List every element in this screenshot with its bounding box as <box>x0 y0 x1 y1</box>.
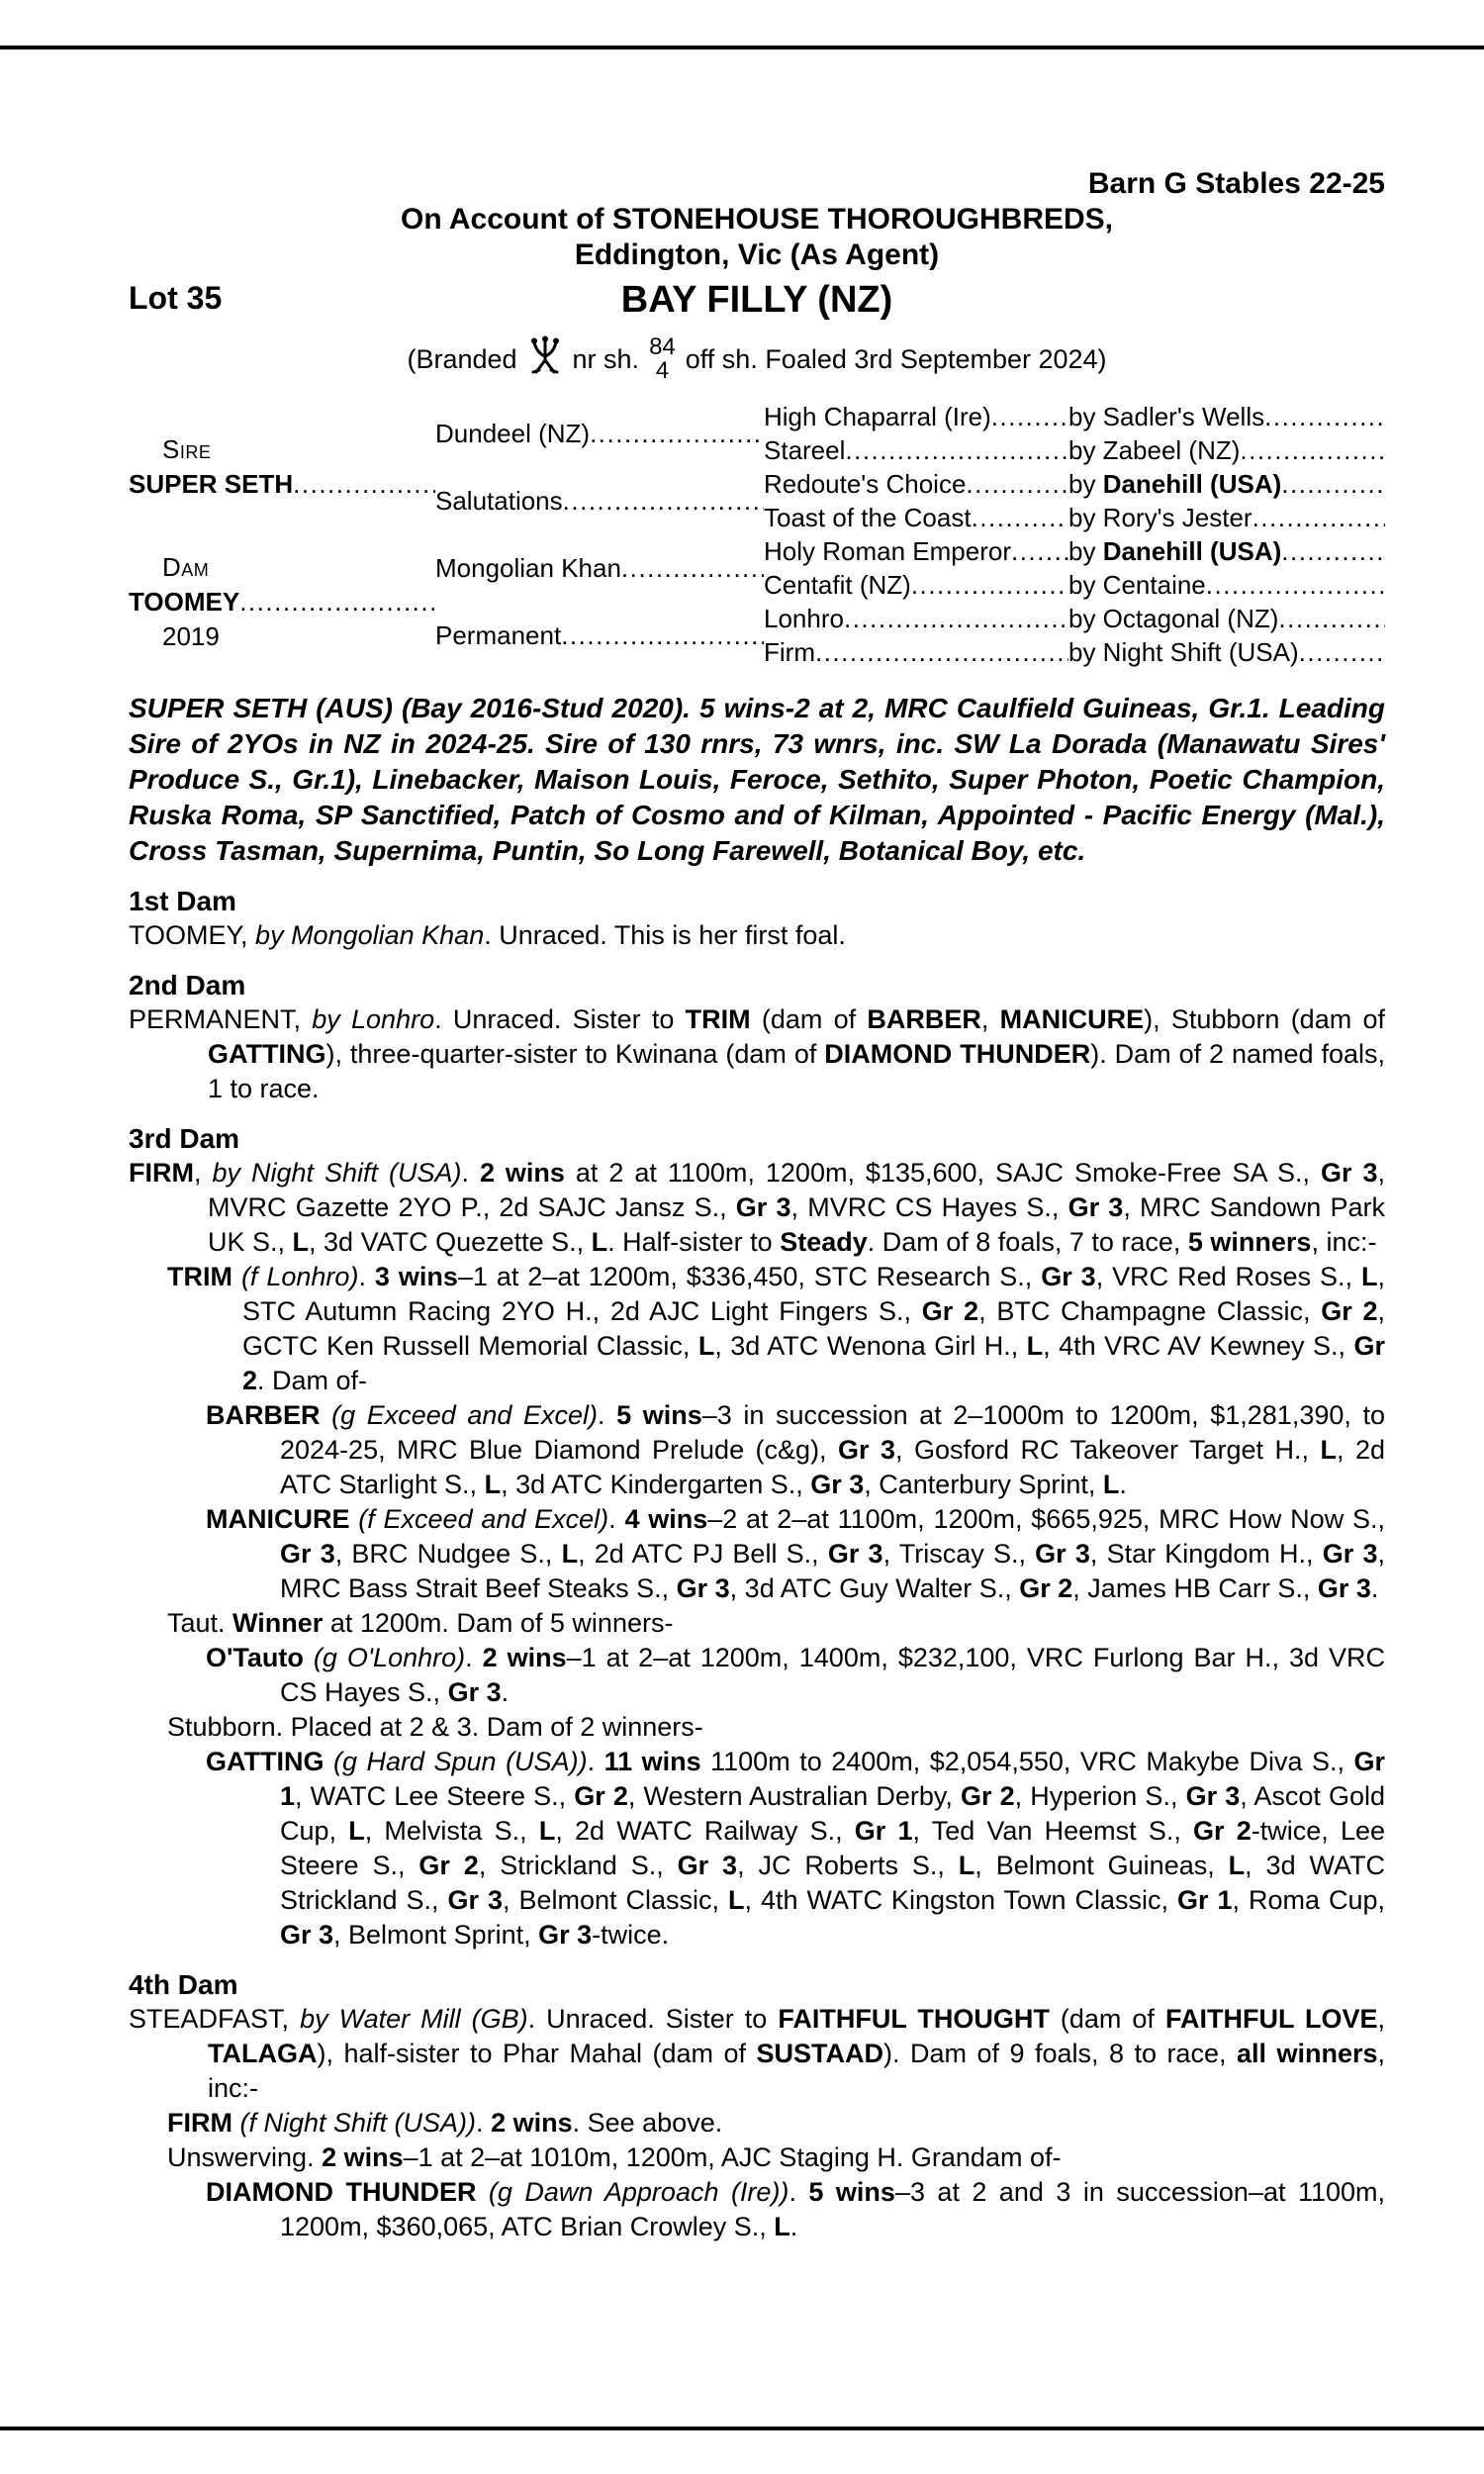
text-run: by <box>1068 468 1103 499</box>
bold-run: L <box>728 1885 745 1915</box>
pedigree-gen3-cell <box>764 602 1068 635</box>
dam-section-heading: 1st Dam <box>129 886 236 916</box>
italic-run: (g Dawn Approach (Ire)) <box>488 2177 789 2207</box>
italic-run: (g Exceed and Excel) <box>331 1400 599 1430</box>
pedigree-entry <box>129 2141 1385 2175</box>
pedigree-entry <box>129 1002 1385 1106</box>
text-run: Taut. <box>167 1608 233 1638</box>
dam-sections <box>129 884 1385 2244</box>
text-run: –2 at 2–at 1100m, 1200m, $665,925, MRC How Now S., <box>707 1504 1385 1534</box>
text-run: , 4th WATC Kingston Town Classic, <box>744 1885 1177 1915</box>
dot-leader <box>239 585 435 619</box>
page-title: BAY FILLY (NZ) <box>620 279 893 321</box>
text-run: –1 at 2–at 1200m, 1400m, $232,100, VRC Furlong Bar H., 3d VRC CS Hayes S., <box>280 1643 1385 1707</box>
bold-run: FIRM <box>167 2108 232 2138</box>
dam-section-heading: 2nd Dam <box>129 970 246 1000</box>
pedigree-gen4-sire <box>1068 400 1264 433</box>
text-run: , Belmont Guineas, <box>974 1851 1229 1880</box>
dot-leader <box>844 602 1068 635</box>
bold-run: FAITHFUL LOVE <box>1164 2004 1378 2034</box>
bold-run: TALAGA <box>208 2039 318 2068</box>
brand-number-top: 84 <box>649 333 676 360</box>
dot-leader <box>815 635 1068 669</box>
pedigree-entry <box>129 1502 1385 1606</box>
pedigree-gen4-cell <box>1068 433 1385 467</box>
bold-run: 2 wins <box>491 2108 573 2138</box>
text-run: by Rory's Jester <box>1068 502 1252 532</box>
pedigree-gen4-sire <box>1068 635 1299 669</box>
bold-run: Gr 3 <box>1320 1158 1378 1188</box>
text-run: by Sadler's Wells <box>1068 401 1265 431</box>
sire-label: Sire <box>162 434 212 464</box>
text-run: . <box>1119 1470 1127 1499</box>
text-run: STEADFAST, <box>129 2004 301 2034</box>
bold-run: Gr 3 <box>676 1573 730 1603</box>
bold-run: 5 wins <box>616 1400 702 1430</box>
lot-number: Lot 35 <box>129 280 223 316</box>
text-run: Unswerving. <box>167 2142 323 2172</box>
bold-run: L <box>697 1331 715 1361</box>
bold-run: L <box>958 1851 975 1880</box>
bold-run: L <box>1320 1435 1337 1465</box>
bold-run: Gr 2 <box>1193 1816 1252 1846</box>
text-run <box>321 1400 332 1430</box>
bold-run: Gr 3 <box>810 1470 865 1499</box>
text-run: , Canterbury Sprint, <box>864 1470 1103 1499</box>
text-run: , 2d WATC Railway S., <box>555 1816 855 1846</box>
barn-line: Barn G Stables 22-25 <box>1087 167 1385 200</box>
text-run: . <box>461 1158 480 1188</box>
sire-name-row <box>129 467 435 502</box>
italic-run: (g Hard Spun (USA)) <box>332 1747 588 1776</box>
pedigree-gen4-sire <box>1068 568 1206 602</box>
text-run: by Centaine <box>1068 569 1206 600</box>
dam-name: TOOMEY <box>129 586 240 617</box>
bold-run: DIAMOND THUNDER <box>824 1039 1091 1069</box>
bold-run: Steady <box>780 1227 868 1257</box>
branded-mid: nr sh. <box>572 343 640 374</box>
bold-run: GATTING <box>206 1747 325 1776</box>
text-run: , WATC Lee Steere S., <box>295 1781 575 1811</box>
text-run: . See above. <box>572 2108 723 2138</box>
pedigree-gen3-name: Lonhro <box>764 603 844 633</box>
bold-run: Gr 1 <box>1176 1885 1233 1915</box>
text-run: , Triscay S., <box>882 1539 1036 1569</box>
text-run: ). Dam of 2 named foals, 1 to race. <box>208 1039 1385 1103</box>
brand-number <box>649 335 676 383</box>
dot-leader <box>911 568 1068 602</box>
dot-leader <box>1281 534 1385 568</box>
bold-run: 3 wins <box>374 1262 458 1291</box>
bold-run: L <box>591 1227 608 1257</box>
bold-run: FAITHFUL THOUGHT <box>778 2004 1050 2034</box>
text-run: , MRC Sandown Park UK S., <box>208 1192 1386 1257</box>
pedigree-gen3-cell <box>764 635 1068 669</box>
text-run: . Dam of 8 foals, 7 to race, <box>867 1227 1188 1257</box>
text-run: -twice, Lee Steere S., <box>280 1816 1385 1880</box>
text-run: , Belmont Sprint, <box>333 1920 539 1950</box>
bold-run: 5 winners <box>1187 1227 1312 1257</box>
text-run: Stubborn. Placed at 2 & 3. Dam of 2 winners- <box>167 1712 703 1742</box>
dam-label: Dam <box>162 551 210 582</box>
text-run: . Half-sister to <box>607 1227 781 1257</box>
dam-year: 2019 <box>162 620 220 651</box>
pedigree-entry <box>129 2106 1385 2141</box>
bold-run: Gr 2 <box>574 1781 628 1811</box>
bold-run: Gr 3 <box>1035 1539 1090 1569</box>
bold-run: Gr 1 <box>854 1816 913 1846</box>
bold-run: Gr 3 <box>838 1435 896 1465</box>
bold-run: GATTING <box>208 1039 326 1069</box>
text-run: , MVRC CS Hayes S., <box>790 1192 1068 1222</box>
branded-suffix: off sh. Foaled 3rd September 2024) <box>685 343 1107 374</box>
pedigree-entry <box>129 1641 1385 1710</box>
text-run: –1 at 2–at 1010m, 1200m, AJC Staging H. Grandam of- <box>403 2142 1062 2172</box>
pedigree-entry <box>129 1745 1385 1952</box>
bold-run: L <box>1102 1470 1120 1499</box>
pedigree-gen4-cell <box>1068 602 1385 635</box>
text-run: ), Stubborn (dam of <box>1144 1004 1385 1034</box>
pedigree-gen4-sire <box>1068 501 1252 534</box>
text-run: , 4th VRC AV Kewney S., <box>1043 1331 1354 1361</box>
text-run: , GCTC Ken Russell Memorial Classic, <box>242 1296 1385 1361</box>
bold-run: L <box>292 1227 310 1257</box>
text-run <box>232 1262 241 1291</box>
text-run: ). Dam of 9 foals, 8 to race, <box>883 2039 1237 2068</box>
italic-run: (f Night Shift (USA)) <box>239 2108 477 2138</box>
pedigree-gen3-cell <box>764 568 1068 602</box>
text-run <box>324 1747 333 1776</box>
pedigree-gen3-name: Redoute's Choice <box>764 468 967 499</box>
bold-run: L <box>538 1816 556 1846</box>
text-run: , <box>1377 2004 1385 2034</box>
dot-leader <box>621 551 764 586</box>
account-line-1: On Account of STONEHOUSE THOROUGHBREDS, <box>400 203 1114 236</box>
text-run: . <box>476 2108 492 2138</box>
dot-leader <box>1278 602 1385 635</box>
bold-run: L <box>1228 1851 1246 1880</box>
text-run: , MVRC Gazette 2YO P., 2d SAJC Jansz S., <box>208 1158 1385 1222</box>
bold-run: DIAMOND THUNDER <box>206 2177 477 2207</box>
bold-run: Gr 2 <box>921 1296 979 1326</box>
text-run: , 3d VATC Quezette S., <box>309 1227 592 1257</box>
text-run: . Unraced. Sister to <box>434 1004 686 1034</box>
text-run: TOOMEY, <box>129 920 256 950</box>
dot-leader <box>561 618 764 653</box>
text-run: , Belmont Classic, <box>503 1885 728 1915</box>
bold-run: Gr 2 <box>418 1851 479 1880</box>
bold-run: 5 wins <box>808 2177 895 2207</box>
bold-run: all winners <box>1236 2039 1378 2068</box>
bold-run: Gr 3 <box>1322 1539 1378 1569</box>
bold-run: Gr 3 <box>447 1885 504 1915</box>
text-run: -twice. <box>592 1920 670 1950</box>
account-line-2: Eddington, Vic (As Agent) <box>574 238 940 271</box>
pedigree-gen3-cell <box>764 534 1068 568</box>
bold-run: Gr 3 <box>1317 1573 1371 1603</box>
text-run: , Gosford RC Takeover Target H., <box>895 1435 1321 1465</box>
text-run: by Octagonal (NZ) <box>1068 603 1279 633</box>
bottom-rule <box>0 2426 1484 2430</box>
pedigree-entry <box>129 1710 1385 1745</box>
text-run: . <box>598 1400 617 1430</box>
pedigree-gen3-name: Toast of the Coast <box>764 502 972 532</box>
text-run: . Unraced. This is her first foal. <box>484 920 846 950</box>
bold-run: Gr 3 <box>1185 1781 1241 1811</box>
pedigree-entry <box>129 1260 1385 1398</box>
bold-run: Gr 3 <box>827 1539 883 1569</box>
dot-leader <box>590 417 764 451</box>
pedigree-gen4-cell <box>1068 635 1385 669</box>
bold-run: TRIM <box>167 1262 232 1291</box>
bold-run: Danehill (USA) <box>1102 535 1282 566</box>
bold-run: Gr 2 <box>960 1781 1015 1811</box>
bold-run: 4 wins <box>624 1504 708 1534</box>
text-run: (dam of <box>750 1004 868 1034</box>
pedigree-gen3-cell <box>764 400 1068 433</box>
text-run: , MRC Bass Strait Beef Steaks S., <box>280 1539 1385 1603</box>
text-run: , 2d ATC PJ Bell S., <box>578 1539 828 1569</box>
pedigree-gen4-cell <box>1068 400 1385 433</box>
italic-run: (f Exceed and Excel) <box>358 1504 609 1534</box>
text-run: –3 in succession at 2–1000m to 1200m, $1,281,390, to 2024-25, MRC Blue Diamond Prelude (c&g), <box>280 1400 1385 1465</box>
text-run: , <box>980 1004 1000 1034</box>
pedigree-entry <box>129 1398 1385 1502</box>
bold-run: L <box>561 1539 579 1569</box>
bold-run: Gr 1 <box>280 1747 1385 1811</box>
text-run: , 3d ATC Kindergarten S., <box>501 1470 811 1499</box>
text-run: , Ascot Gold Cup, <box>280 1781 1386 1846</box>
brand-number-bottom: 4 <box>655 357 670 384</box>
pedigree-gen2-cell <box>435 467 764 534</box>
bold-run: MANICURE <box>206 1504 350 1534</box>
pedigree-gen4-sire <box>1068 602 1278 635</box>
pedigree-gen2-name: Mongolian Khan <box>435 552 621 583</box>
text-run: , 3d ATC Guy Walter S., <box>729 1573 1020 1603</box>
bold-run: Gr 3 <box>447 1677 502 1707</box>
text-run <box>476 2177 488 2207</box>
dot-leader <box>1206 568 1385 602</box>
pedigree-gen3-cell <box>764 501 1068 534</box>
italic-run: by Mongolian Khan <box>255 920 485 950</box>
bold-run: Winner <box>232 1608 324 1638</box>
pedigree-gen2-name: Dundeel (NZ) <box>435 418 591 448</box>
dot-leader <box>1240 433 1385 467</box>
text-run: . <box>358 1262 375 1291</box>
pedigree-gen4-sire <box>1068 467 1281 501</box>
bold-run: Gr 3 <box>538 1920 593 1950</box>
dot-leader <box>563 484 764 519</box>
bold-run: Gr 3 <box>1067 1192 1124 1222</box>
dot-leader <box>293 467 435 502</box>
bold-run: BARBER <box>206 1400 321 1430</box>
pedigree-dam-cell <box>129 534 435 669</box>
bold-run: Gr 3 <box>280 1539 335 1569</box>
lot-row <box>129 277 1385 323</box>
text-run: , 3d ATC Wenona Girl H., <box>714 1331 1027 1361</box>
dot-leader <box>966 467 1068 501</box>
bold-run: L <box>1026 1331 1044 1361</box>
pedigree-gen4-cell <box>1068 534 1385 568</box>
text-run: , <box>193 1158 213 1188</box>
text-run: , Roma Cup, <box>1232 1885 1385 1915</box>
pedigree-gen3-cell <box>764 433 1068 467</box>
text-run: , Star Kingdom H., <box>1089 1539 1323 1569</box>
pedigree-gen2-name: Salutations <box>435 485 563 516</box>
pedigree-gen4-cell <box>1068 467 1385 501</box>
pedigree-entry <box>129 1606 1385 1641</box>
pedigree-gen2-cell <box>435 534 764 602</box>
text-run <box>232 2108 240 2138</box>
text-run: ), half-sister to Phar Mahal (dam of <box>317 2039 757 2068</box>
text-run: . <box>501 1677 510 1707</box>
italic-run: (g O'Lonhro) <box>313 1643 466 1672</box>
dot-leader <box>972 501 1068 534</box>
bold-run: 2 wins <box>322 2142 404 2172</box>
dot-leader <box>845 433 1068 467</box>
text-run: –1 at 2–at 1200m, $336,450, STC Research S., <box>457 1262 1042 1291</box>
text-run: . <box>789 2212 798 2241</box>
dot-leader <box>1252 501 1385 534</box>
bold-run: Gr 3 <box>1041 1262 1096 1291</box>
pedigree-entry <box>129 918 1385 953</box>
text-run: , Melvista S., <box>364 1816 539 1846</box>
text-run: , VRC Red Roses S., <box>1095 1262 1361 1291</box>
text-run: PERMANENT, <box>129 1004 313 1034</box>
dot-leader <box>1011 534 1068 568</box>
bold-run: O'Tauto <box>206 1643 304 1672</box>
pedigree-gen4-cell <box>1068 568 1385 602</box>
text-run: –3 at 2 and 3 in succession–at 1100m, 1200m, $360,065, ATC Brian Crowley S., <box>280 2177 1385 2241</box>
bold-run: 2 wins <box>482 1643 567 1672</box>
sire-blurb: SUPER SETH (AUS) (Bay 2016-Stud 2020). 5 wins-2 at 2, MRC Caulfield Guineas, Gr.1. Leading Sire of 2YOs in NZ in 2024-25. Sire of 130 rnrs, 73 wnrs, inc. SW La Dorada (Manawatu Sires' Produce S., Gr.1), Linebacker, Maison Louis, Feroce, Sethito, Super Photon, Poetic Champion, Ruska Roma, SP Sanctified, Patch of Cosmo and of Kilman, Appointed - Pacific Energy (Mal.), Cross Tasman, Supernima, Puntin, So Long Farewell, Botanical Boy, etc. <box>129 693 1385 866</box>
bold-run: Gr 3 <box>735 1192 791 1222</box>
text-run: . <box>788 2177 809 2207</box>
pedigree-gen3-name: Centafit (NZ) <box>764 569 911 600</box>
pedigree-gen2-name: Permanent <box>435 619 562 650</box>
bold-run: Gr 2 <box>1321 1296 1378 1326</box>
dot-leader <box>1281 467 1385 501</box>
text-run: . Unraced. Sister to <box>527 2004 779 2034</box>
bold-run: Gr 3 <box>280 1920 334 1950</box>
text-run: , James HB Carr S., <box>1072 1573 1318 1603</box>
bold-run: BARBER <box>867 1004 981 1034</box>
text-run: at 1200m. Dam of 5 winners- <box>323 1608 674 1638</box>
bold-run: L <box>1360 1262 1378 1291</box>
bold-run: 2 wins <box>479 1158 565 1188</box>
bold-run: FIRM <box>129 1158 194 1188</box>
italic-run: by Water Mill (GB) <box>300 2004 528 2034</box>
horse-brand-trident-icon <box>527 334 563 385</box>
text-run: , Ted Van Heemst S., <box>912 1816 1194 1846</box>
dam-name-row <box>129 585 435 619</box>
pedigree-gen2-cell <box>435 400 764 467</box>
text-run: , inc:- <box>1311 1227 1377 1257</box>
bold-run: Danehill (USA) <box>1102 468 1282 499</box>
text-run: , 3d WATC Strickland S., <box>280 1851 1385 1915</box>
italic-run: by Lonhro <box>312 1004 435 1034</box>
text-run: (dam of <box>1049 2004 1165 2034</box>
dot-leader <box>1299 635 1385 669</box>
text-run: , Strickland S., <box>478 1851 678 1880</box>
pedigree-gen2-cell <box>435 602 764 669</box>
text-run: by <box>1068 535 1103 566</box>
text-run: , Western Australian Derby, <box>627 1781 961 1811</box>
text-run: . <box>1370 1573 1379 1603</box>
sire-name: SUPER SETH <box>129 469 294 499</box>
text-run: , JC Roberts S., <box>737 1851 959 1880</box>
text-run: , Hyperion S., <box>1014 1781 1186 1811</box>
dam-section-heading: 4th Dam <box>129 1969 238 2000</box>
pedigree-gen4-cell <box>1068 501 1385 534</box>
pedigree-sire-cell <box>129 400 435 534</box>
bold-run: 11 wins <box>603 1747 701 1776</box>
text-run <box>304 1643 314 1672</box>
pedigree-gen3-cell <box>764 467 1068 501</box>
text-run: 1100m to 2400m, $2,054,550, VRC Makybe Diva S., <box>700 1747 1354 1776</box>
bold-run: L <box>774 2212 790 2241</box>
text-run: by Zabeel (NZ) <box>1068 434 1241 465</box>
pedigree-table <box>129 400 1385 669</box>
pedigree-entry <box>129 1156 1385 1260</box>
bold-run: Gr 2 <box>242 1331 1385 1395</box>
text-run: at 2 at 1100m, 1200m, $135,600, SAJC Smoke-Free SA S., <box>564 1158 1321 1188</box>
bold-run: Gr 3 <box>677 1851 738 1880</box>
pedigree-gen3-name: Firm <box>764 636 815 667</box>
bold-run: L <box>348 1816 365 1846</box>
text-run: , 2d ATC Starlight S., <box>280 1435 1385 1499</box>
bold-run: SUSTAAD <box>756 2039 883 2068</box>
text-run: ), three-quarter-sister to Kwinana (dam of <box>325 1039 825 1069</box>
pedigree-entry <box>129 2002 1385 2106</box>
text-run: , inc:- <box>208 2039 1385 2103</box>
text-run: . <box>465 1643 483 1672</box>
text-run <box>350 1504 359 1534</box>
dot-leader <box>991 400 1068 433</box>
text-run: . <box>608 1504 625 1534</box>
dot-leader <box>1264 400 1385 433</box>
pedigree-gen4-sire <box>1068 433 1240 467</box>
top-rule <box>0 46 1484 49</box>
bold-run: Gr 2 <box>1019 1573 1073 1603</box>
pedigree-entry <box>129 2175 1385 2244</box>
text-run: . <box>587 1747 604 1776</box>
bold-run: L <box>484 1470 502 1499</box>
italic-run: (f Lonhro) <box>240 1262 359 1291</box>
pedigree-gen3-name: Holy Roman Emperor <box>764 535 1011 566</box>
text-run: by Night Shift (USA) <box>1068 636 1299 667</box>
catalogue-content <box>129 166 1385 2244</box>
text-run: , BRC Nudgee S., <box>334 1539 562 1569</box>
pedigree-gen4-sire <box>1068 534 1281 568</box>
branded-line <box>129 327 1385 392</box>
text-run: . Dam of- <box>257 1366 368 1395</box>
dam-section-heading: 3rd Dam <box>129 1123 240 1154</box>
text-run: , STC Autumn Racing 2YO H., 2d AJC Light Fingers S., <box>242 1262 1385 1326</box>
pedigree-gen3-name: High Chaparral (Ire) <box>764 401 991 431</box>
bold-run: TRIM <box>685 1004 751 1034</box>
branded-prefix: (Branded <box>407 343 517 374</box>
bold-run: MANICURE <box>999 1004 1145 1034</box>
pedigree-gen3-name: Stareel <box>764 434 846 465</box>
text-run: , BTC Champagne Classic, <box>978 1296 1322 1326</box>
italic-run: by Night Shift (USA) <box>212 1158 462 1188</box>
